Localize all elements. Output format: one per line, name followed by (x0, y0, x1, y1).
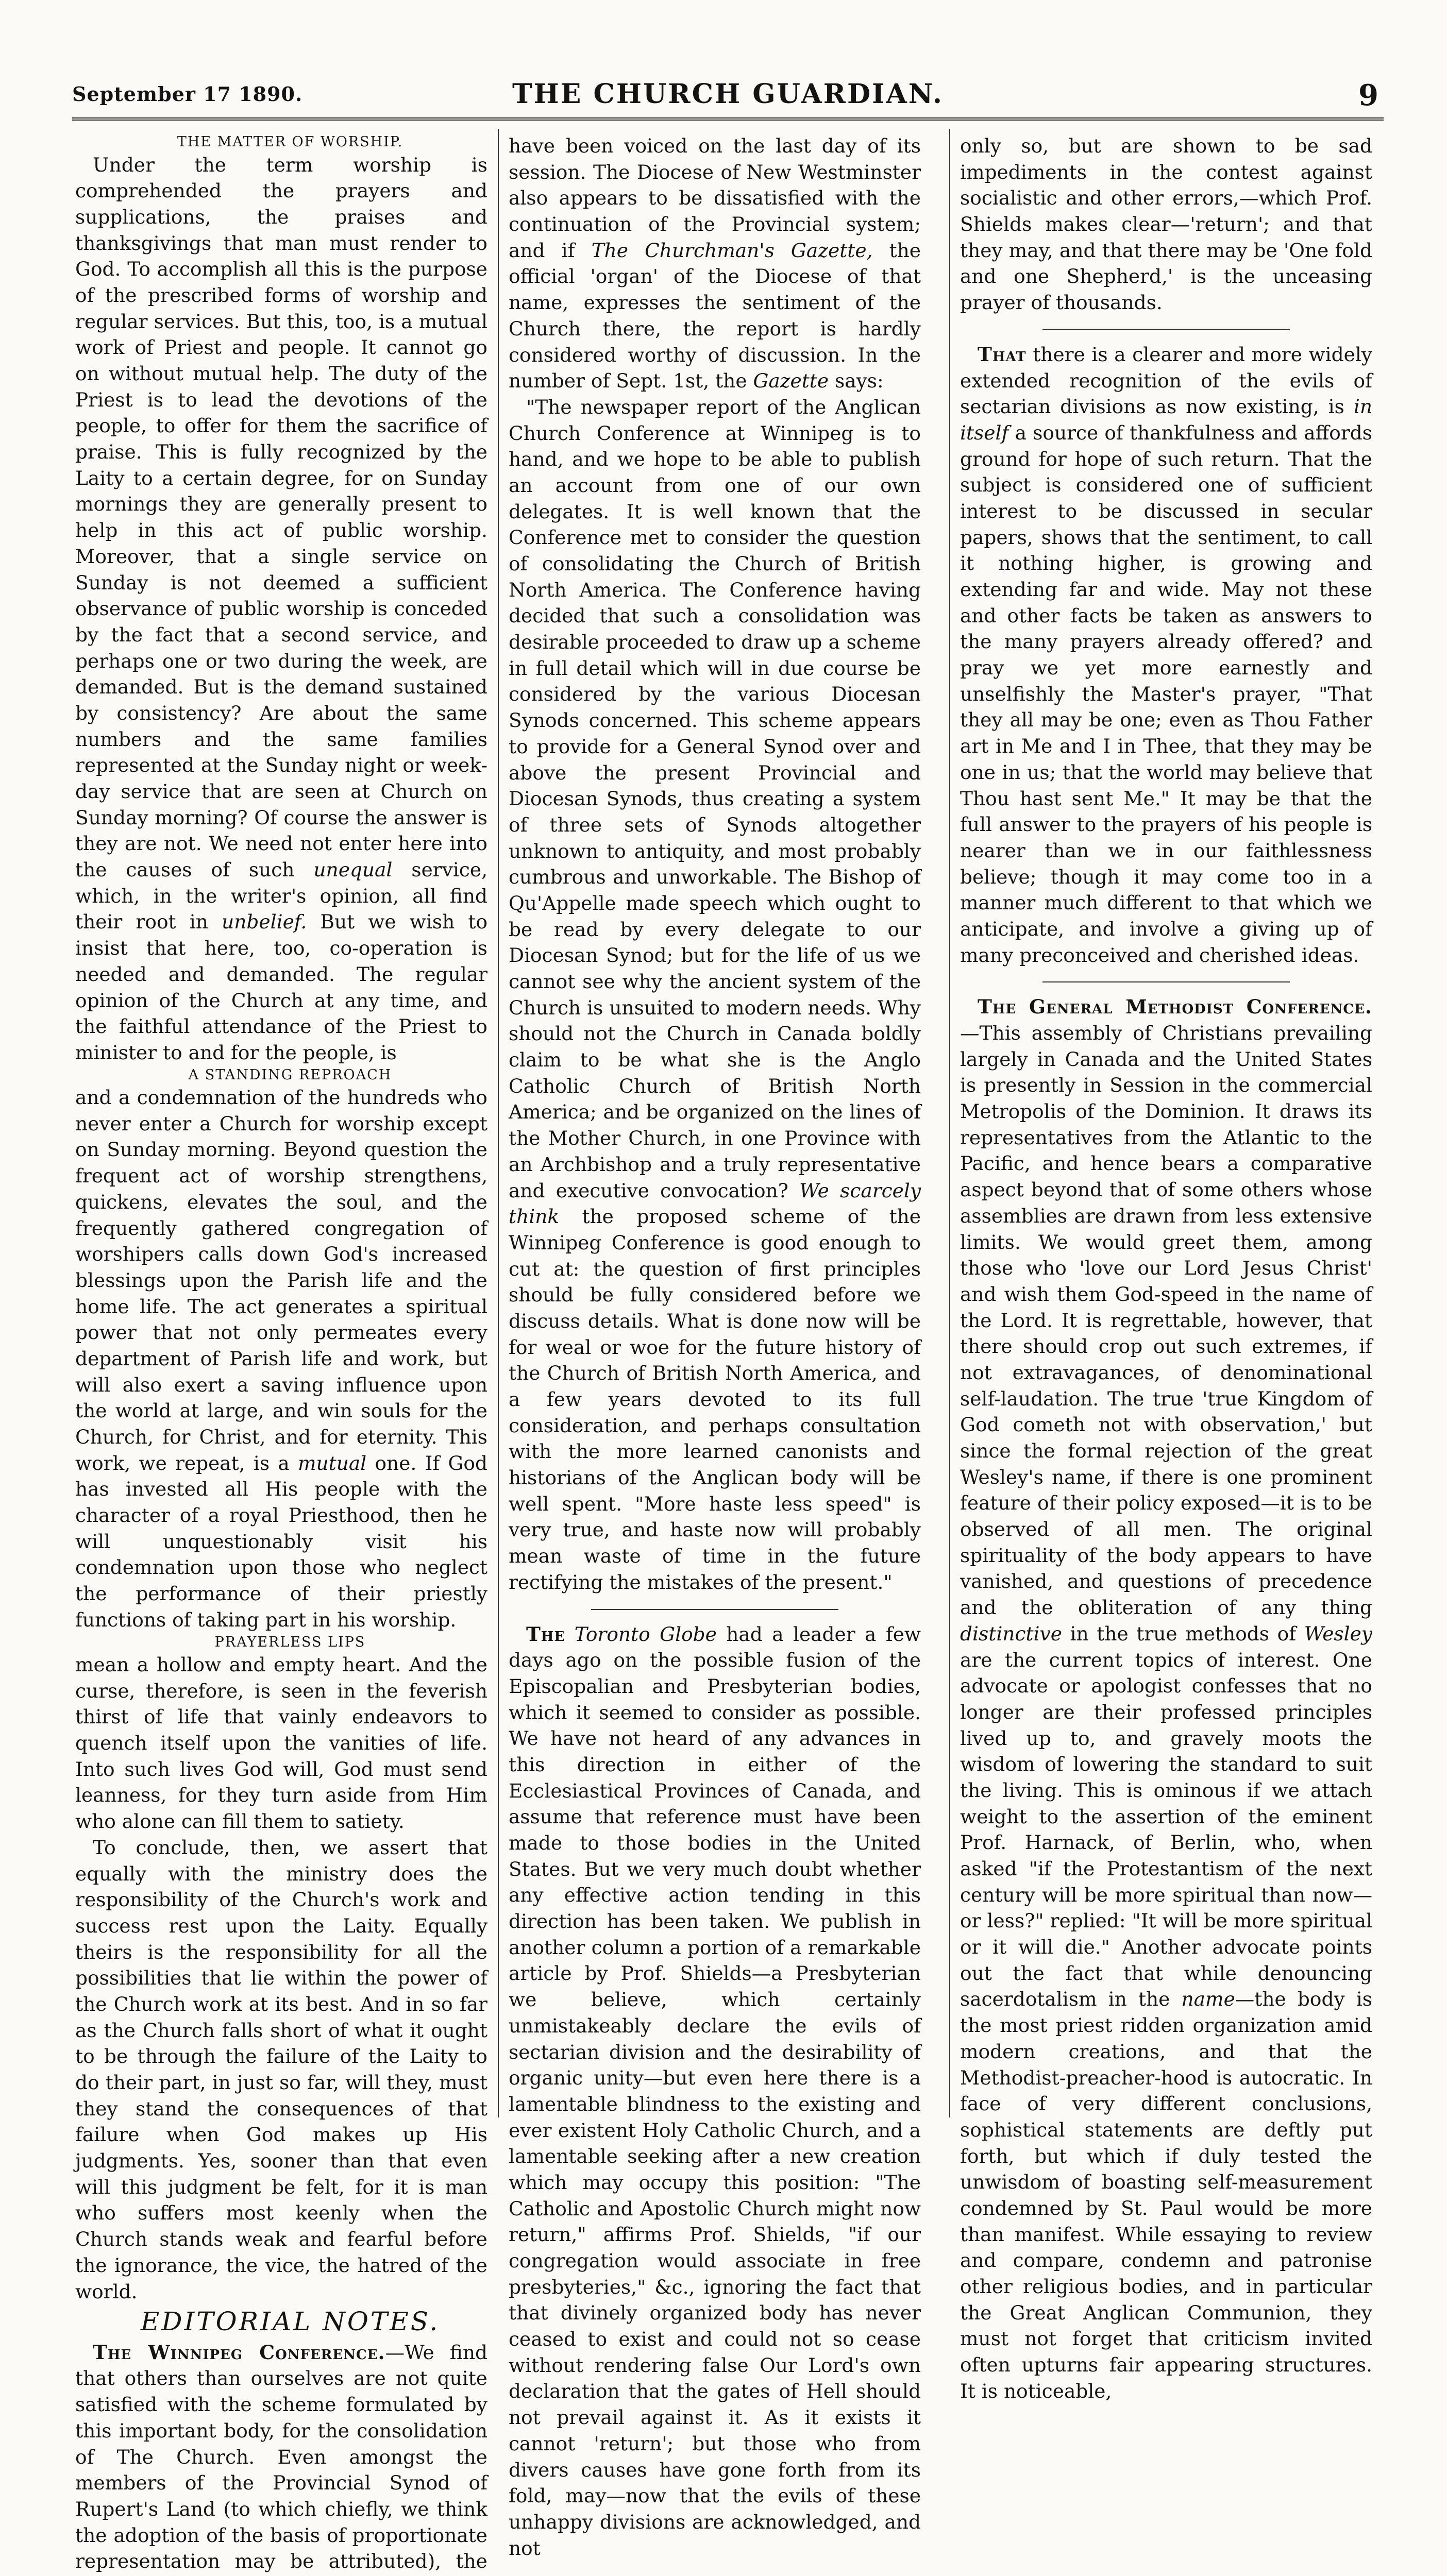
paragraph: have been voiced on the last day of its session. The Diocese of New Westminster also appears to be dissatisfied with the continuation of the Provincial system; and if The Churchman's Gazette, the official 'organ' of the Diocese of that name, expresses the sentiment of the Church there, the report is hardly considered worthy of discussion. In the number of Sept. 1st, the Gazette says: (509, 134, 921, 393)
column-2 (509, 133, 921, 2560)
paragraph: To conclude, then, we assert that equally with the ministry does the responsibility of the Church's work and success rest upon the Laity. Equally theirs is the responsibility for all the possibilities that lie within the power of the Church work at its best. And in so far as the Church falls short of what it ought to be through the failure of the Laity to do their part, in just so far, will they, must they stand the consequences of that failure when God makes up His judgments. Yes, sooner than that even will this judgment be felt, for it is man who suffers most keenly when the Church stands weak and fearful before the ignorance, the vice, the hatred of the world. (75, 1836, 487, 2303)
newspaper-title: THE CHURCH GUARDIAN. (512, 78, 944, 110)
paragraph: The General Methodist Conference.—This assembly of Christians prevailing largely in Canada and the United States is presently in Session in the commercial Metropolis of the Dominion. It draws its representatives from the Atlantic to the Pacific, and hence bears a comparative aspect beyond that of some others whose assemblies are drawn from less extensive limits. We would greet them, among those who 'love our Lord Jesus Christ' and wish them God-speed in the name of the Lord. It is regrettable, however, that there should crop out such extremes, if not extravagances, of denominational self-laudation. The true 'true Kingdom of God cometh not with observation,' but since the formal rejection of the great Wesley's name, if there is one prominent feature of their policy exposed—it is to be observed of all men. The original spirituality of the body appears to have vanished, and questions of precedence and the obliteration of any thing distinctive in the true methods of Wesley are the current topics of interest. One advocate or apologist confesses that no longer are their professed principles lived up to, and gravely moots the wisdom of lowering the standard to suit the living. This is ominous if we attach weight to the assertion of the eminent Prof. Harnack, of Berlin, who, when asked "if the Protestantism of the next century will be more spiritual than now—or less?" replied: "It will be more spiritual or it will die." Another advocate points out the fact that while denouncing sacerdotalism in the name—the body is the most priest ridden organization amid modern creations, and that the Methodist-preacher-hood is autocratic. In face of very different conclusions, sophistical statements are deftly put forth, but which if duly tested the unwisdom of boasting self-measurement condemned by St. Paul would be more than manifest. While essaying to review and compare, condemn and patronise other religious bodies, and in particular the Great Anglican Communion, they must not forget that criticism invited often upturns fair appearing structures. It is noticeable, (960, 995, 1373, 2402)
paragraph: and a condemnation of the hundreds who never enter a Church for worship except on Sunday morning. Beyond question the frequent act of worship strengthens, quickens, elevates the soul, and the frequently gathered congregation of worshipers calls down God's increased blessings upon the Parish life and the home life. The act generates a spiritual power that not only permeates every department of Parish life and work, but will also exert a saving influence upon the world at large, and win souls for the Church, for Christ, and for eternity. This work, we repeat, is a mutual one. If God has invested all His people with the character of a royal Priesthood, then he will unquestionably visit his condemnation upon those who neglect the performance of their priestly functions of taking part in his worship. (75, 1086, 487, 1631)
paragraph: mean a hollow and empty heart. And the curse, therefore, is seen in the feverish thirst of life that vainly endeavors to quench itself upon the vanities of life. Into such lives God will, God must send leanness, for they turn aside from Him who alone can fill them to satiety. (75, 1653, 487, 1833)
lead-in: That (978, 343, 1027, 366)
lead-in: The Winnipeg Conference. (93, 2341, 385, 2364)
section-separator (591, 1609, 838, 1610)
editorial-heading: EDITORIAL NOTES. (140, 2307, 440, 2337)
paragraph: Under the term worship is comprehended the prayers and supplications, the praises and thanksgivings that man must render to God. To accomplish all this is the purpose of the prescribed forms of worship and regular services. But this, too, is a mutual work of Priest and people. It cannot go on without mutual help. The duty of the Priest is to lead the devotions of the people, to offer for them the sacrifice of praise. This is fully recognized by the Laity to a certain degree, for on Sunday mornings they are generally present to help in this act of public worship. Moreover, that a single service on Sunday is not deemed a sufficient observance of public worship is conceded by the fact that a second service, and perhaps one or two during the week, are demanded. But is the demand sustained by consistency? Are about the same numbers and the same families represented at the Sunday night or week-day service that are seen at Church on Sunday morning? Of course the answer is they are not. We need not enter here into the causes of such unequal service, which, in the writer's opinion, all find their root in unbelief. But we wish to insist that here, too, co-operation is needed and demanded. The regular opinion of the Church at any time, and the faithful attendance of the Priest to minister to and for the people, is (75, 153, 488, 1064)
section-heading: THE MATTER OF WORSHIP. (177, 134, 403, 150)
column-3 (960, 133, 1373, 2402)
section-heading: PRAYERLESS LIPS (214, 1634, 366, 1650)
paragraph: The Winnipeg Conference.—We find that others than ourselves are not quite satisfied with the scheme formulated by this important body, for the consolidation of The Church. Even amongst the members of the Provincial Synod of Rupert's Land (to which chiefly, we think the adoption of the basis of proportionate representation may be attributed), the (75, 2341, 487, 2573)
paragraph: That there is a clearer and more widely extended recognition of the evils of sectarian divisions as now existing, is in itself a source of thankfulness and affords ground for hope of such return. That the subject is considered one of sufficient interest to be discussed in secular papers, shows that the sentiment, to call it nothing higher, is growing and extending far and wide. May not these and other facts be taken as answers to the many prayers already offered? and pray we yet more earnestly and unselfishly the Master's prayer, "That they all may be one; even as Thou Father art in Me and I in Thee, that they may be one in us; that the world may believe that Thou hast sent Me." It may be that the full answer to the prayers of his people is nearer than we in our faithlessness believe; though it may come too in a manner much different to that which we anticipate, and involve a giving up of many preconceived and cherished ideas. (960, 343, 1373, 967)
column-divider (498, 129, 499, 2117)
section-heading: A STANDING REPROACH (188, 1066, 392, 1083)
lead-in: The (526, 1622, 565, 1646)
paragraph: The Toronto Globe had a leader a few days ago on the possible fusion of the Episcopalian and Presbyterian bodies, which it seemed to consider as possible. We have not heard of any advances in this direction in either of the Ecclesiastical Provinces of Canada, and assume that reference must have been made to those bodies in the United States. But we very much doubt whether any effective action tending in this direction has been taken. We publish in another column a portion of a remarkable article by Prof. Shields—a Presbyterian we believe, which certainly unmistakeably declare the evils of sectarian division and the desirability of organic unity—but even here there is a lamentable blindness to the existing and ever existent Holy Catholic Church, and a lamentable seeking after a new creation which may occupy this position: "The Catholic and Apostolic Church might now return," affirms Prof. Shields, "if our congregation would associate in free presbyteries," &c., ignoring the fact that that divinely organized body has never ceased to exist and could not so cease without rendering false Our Lord's own declaration that the gates of Hell should not prevail against it. As it exists it cannot 'return'; but those who from divers causes have gone forth from its fold, may—now that the evils of these unhappy divisions are acknowledged, and not (509, 1622, 921, 2560)
masthead (72, 78, 1384, 114)
header-rule (72, 117, 1384, 121)
section-separator (1042, 981, 1290, 982)
quotation: "The newspaper report of the Anglican Church Conference at Winnipeg is to hand, and we hope to be able to publish an account from one of our own delegates. It is well known that the Conference met to consider the question of consolidating the Church of British North America. The Conference having decided that such a consolidation was desirable proceeded to draw up a scheme in full detail which will in due course be considered by the various Diocesan Synods concerned. This scheme appears to provide for a General Synod over and above the present Provincial and Diocesan Synods, thus creating a system of three sets of Synods altogether unknown to antiquity, and most probably cumbrous and unworkable. The Bishop of Qu'Appelle made speech which ought to be read by every delegate to our Diocesan Synod; but for the life of us we cannot see why the ancient system of the Church is unsuited to modern needs. Why should not the Church in Canada boldly claim to be what she is the Anglo Catholic Church of British North America; and be organized on the lines of the Mother Church, in one Province with an Archbishop and a truly representative and executive convocation? We scarcely think the proposed scheme of the Winnipeg Conference is good enough to cut at: the question of first principles should be fully considered before we discuss details. What is done now will be for weal or woe for the future history of the Church of British North America, and a few years devoted to its full consideration, and perhaps consultation with the more learned canonists and historians of the Anglican body will be well spent. "More haste less speed" is very true, and haste now will probably mean waste of time in the future rectifying the mistakes of the present." (509, 395, 921, 1594)
lead-in: The General Methodist Conference. (978, 995, 1372, 1019)
section-separator (1042, 329, 1290, 330)
issue-date: September 17 1890. (72, 82, 303, 106)
paragraph: only so, but are shown to be sad impediments in the contest against socialistic and other errors,—which Prof. Shields makes clear—'return'; and that they may, and that there may be 'One fold and one Shepherd,' is the unceasing prayer of thousands. (960, 134, 1372, 314)
column-divider (949, 129, 950, 2117)
page-number: 9 (1358, 78, 1378, 112)
column-1 (75, 133, 488, 2573)
